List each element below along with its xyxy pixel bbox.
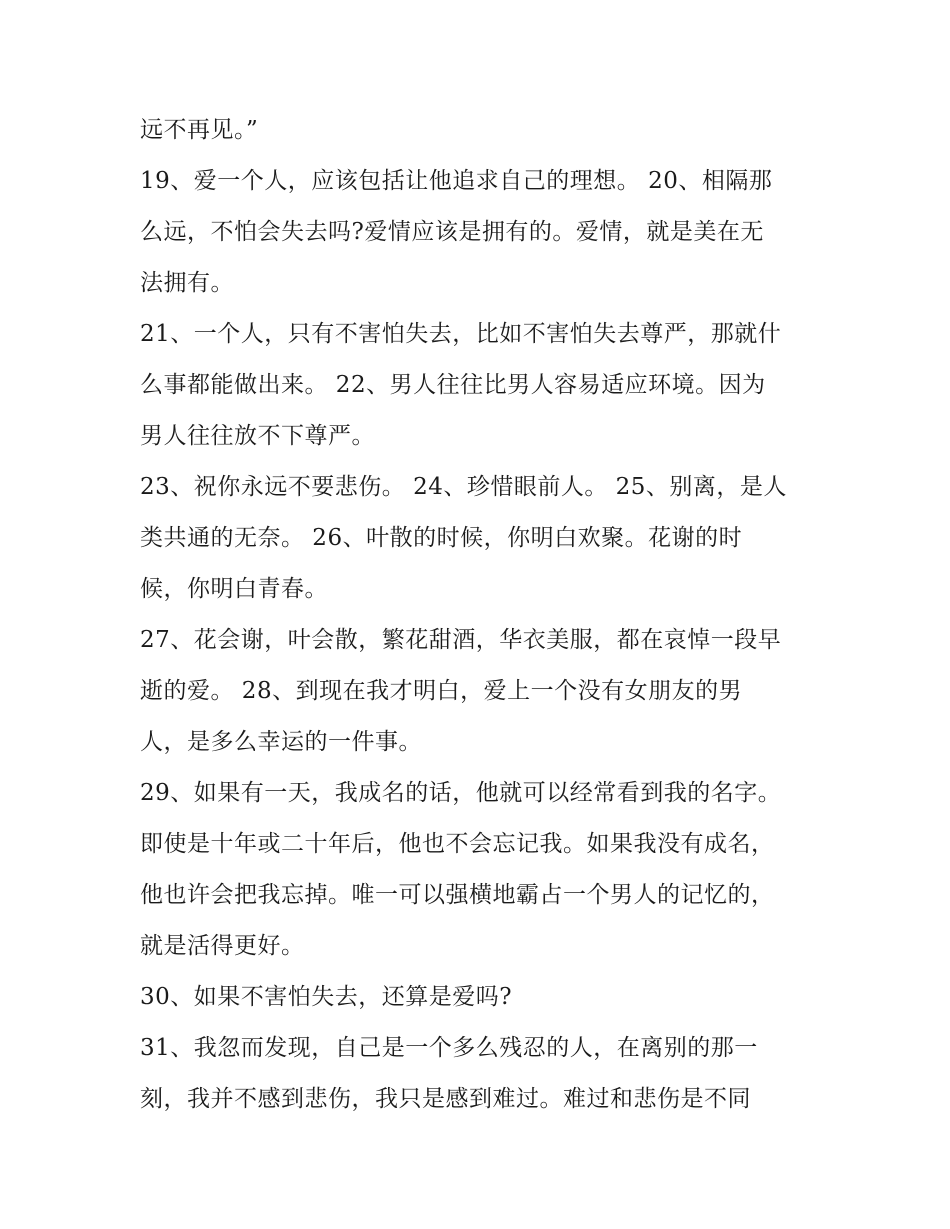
- text-line: 30、如果不害怕失去，还算是爱吗?: [140, 984, 513, 1010]
- text-line: 即使是十年或二十年后，他也不会忘记我。如果我没有成名，: [140, 831, 775, 857]
- text-line: 男人往往放不下尊严。: [140, 423, 375, 449]
- text-line: 23、祝你永远不要悲伤。 24、珍惜眼前人。 25、别离，是人: [140, 474, 787, 500]
- text-line: 类共通的无奈。 26、叶散的时候，你明白欢聚。花谢的时: [140, 525, 743, 551]
- text-line: 么远，不怕会失去吗?爱情应该是拥有的。爱情，就是美在无: [140, 219, 764, 245]
- text-line: 他也许会把我忘掉。唯一可以强横地霸占一个男人的记忆的，: [140, 882, 775, 908]
- document-body: [140, 105, 840, 1125]
- text-line: 法拥有。: [140, 270, 234, 296]
- text-line: 就是活得更好。: [140, 933, 305, 959]
- text-line: 人，是多么幸运的一件事。: [140, 729, 422, 755]
- text-line: 27、花会谢，叶会散，繁花甜酒，华衣美服，都在哀悼一段早: [140, 627, 782, 653]
- text-line: 21、一个人，只有不害怕失去，比如不害怕失去尊严，那就什: [140, 321, 782, 347]
- text-line: 候，你明白青春。: [140, 576, 328, 602]
- text-line: 远不再见。”: [140, 117, 259, 143]
- text-line: 29、如果有一天，我成名的话，他就可以经常看到我的名字。: [140, 780, 782, 806]
- text-line: 逝的爱。 28、到现在我才明白，爱上一个没有女朋友的男: [140, 678, 743, 704]
- text-line: 么事都能做出来。 22、男人往往比男人容易适应环境。因为: [140, 372, 766, 398]
- text-line: 刻，我并不感到悲伤，我只是感到难过。难过和悲伤是不同: [140, 1086, 751, 1112]
- text-line: 31、我忽而发现，自己是一个多么残忍的人，在离别的那一: [140, 1035, 758, 1061]
- text-line: 19、爱一个人，应该包括让他追求自己的理想。 20、相隔那: [140, 168, 773, 194]
